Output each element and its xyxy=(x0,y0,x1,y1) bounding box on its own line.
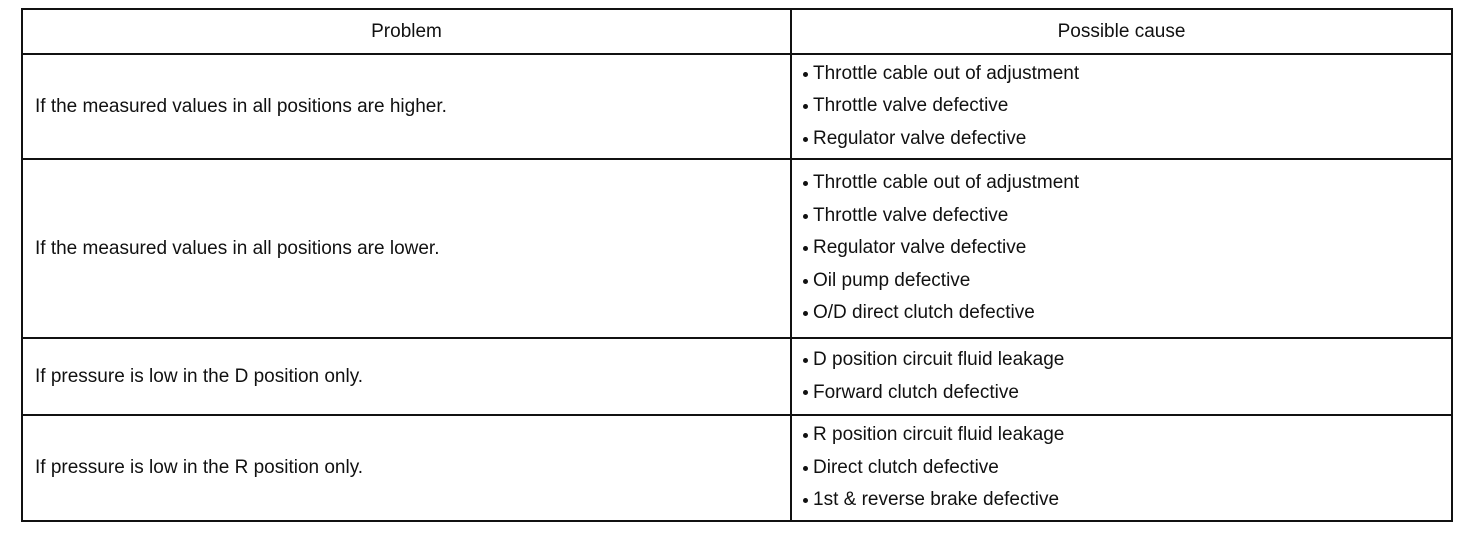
problem-cell: If the measured values in all positions are higher. xyxy=(23,55,792,158)
cause-text: R position circuit fluid leakage xyxy=(813,424,1065,446)
cause-list xyxy=(802,167,1451,330)
cause-text: Forward clutch defective xyxy=(813,381,1019,403)
cause-text: Throttle valve defective xyxy=(813,204,1009,226)
bullet-icon xyxy=(803,279,808,284)
list-item xyxy=(802,265,1451,298)
cause-text: Regulator valve defective xyxy=(813,127,1027,149)
bullet-icon xyxy=(803,72,808,77)
header-possible-cause: Possible cause xyxy=(1057,20,1186,42)
bullet-icon xyxy=(803,466,808,471)
cause-text: Regulator valve defective xyxy=(813,237,1027,259)
bullet-icon xyxy=(803,358,808,363)
table-header-row xyxy=(23,10,1451,53)
table-row xyxy=(23,337,1451,414)
list-item xyxy=(802,200,1451,233)
cause-text: O/D direct clutch defective xyxy=(813,302,1035,324)
list-item xyxy=(802,344,1451,377)
bullet-icon xyxy=(803,433,808,438)
bullet-icon xyxy=(803,246,808,251)
list-item xyxy=(802,484,1451,517)
bullet-icon xyxy=(803,137,808,142)
problem-cell: If the measured values in all positions are lower. xyxy=(23,160,792,337)
cause-cell xyxy=(792,339,1451,414)
cause-cell xyxy=(792,55,1451,158)
cause-text: Direct clutch defective xyxy=(813,456,999,478)
bullet-icon xyxy=(803,498,808,503)
bullet-icon xyxy=(803,181,808,186)
cause-text: Throttle cable out of adjustment xyxy=(813,172,1080,194)
table-row xyxy=(23,158,1451,337)
cause-text: Throttle cable out of adjustment xyxy=(813,62,1080,84)
bullet-icon xyxy=(803,214,808,219)
list-item xyxy=(802,167,1451,200)
cause-list xyxy=(802,344,1451,409)
cause-text: 1st & reverse brake defective xyxy=(813,489,1060,511)
bullet-icon xyxy=(803,104,808,109)
cause-cell xyxy=(792,160,1451,337)
list-item xyxy=(802,232,1451,265)
cause-list xyxy=(802,58,1451,156)
list-item xyxy=(802,377,1451,410)
cause-text: D position circuit fluid leakage xyxy=(813,349,1065,370)
cause-list xyxy=(802,419,1451,517)
list-item xyxy=(802,58,1451,91)
table-row xyxy=(23,414,1451,520)
troubleshooting-table xyxy=(21,8,1453,522)
bullet-icon xyxy=(803,311,808,316)
list-item xyxy=(802,90,1451,123)
bullet-icon xyxy=(803,390,808,395)
list-item xyxy=(802,452,1451,485)
header-problem: Problem xyxy=(23,10,792,53)
table-row xyxy=(23,53,1451,158)
list-item xyxy=(802,297,1451,330)
cause-cell xyxy=(792,416,1451,520)
cause-text: Oil pump defective xyxy=(813,269,971,291)
problem-cell: If pressure is low in the D position only. xyxy=(23,339,792,414)
cause-text: Throttle valve defective xyxy=(813,95,1009,117)
problem-cell: If pressure is low in the R position only. xyxy=(23,416,792,520)
list-item xyxy=(802,123,1451,156)
list-item xyxy=(802,419,1451,452)
